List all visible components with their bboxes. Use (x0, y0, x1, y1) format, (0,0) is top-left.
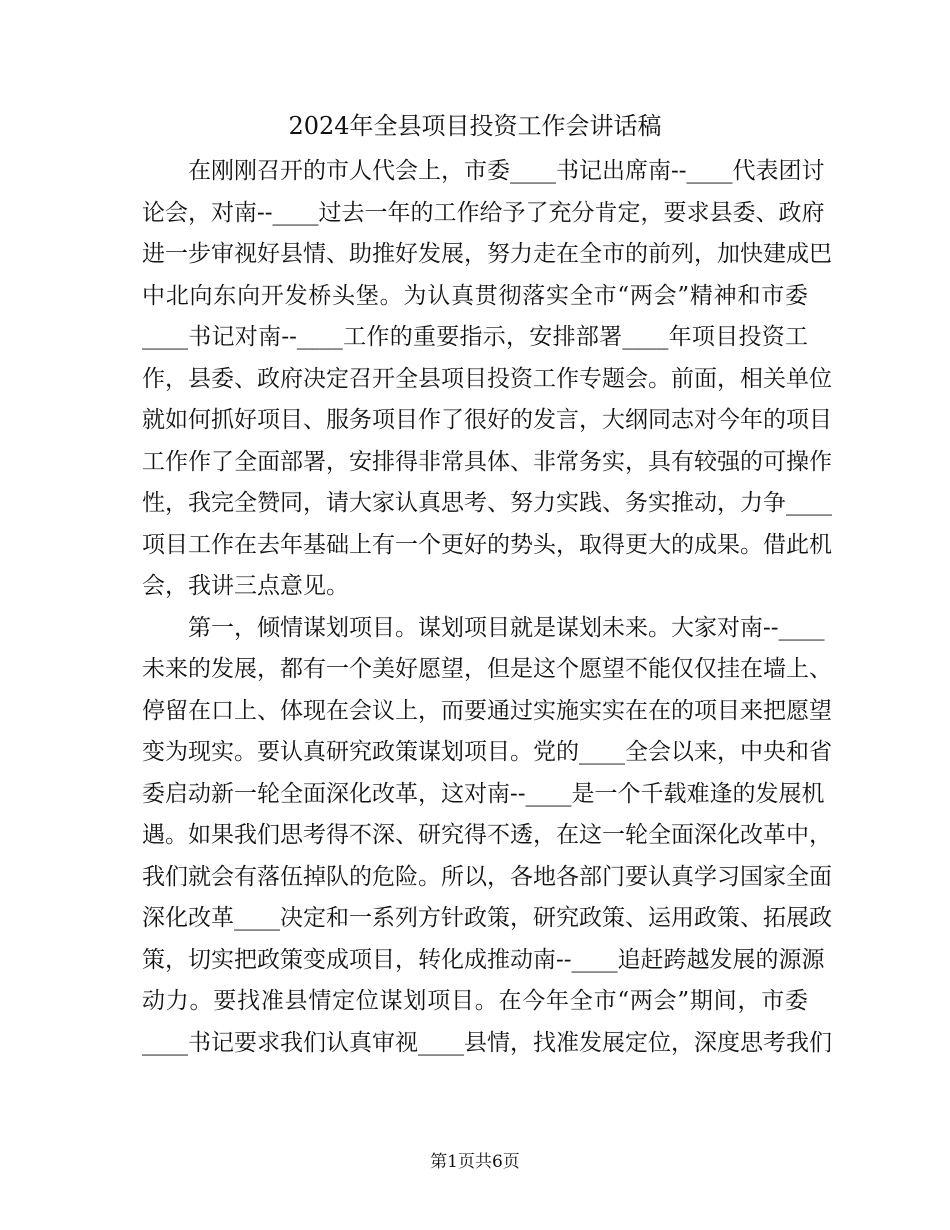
paragraph-line: 动力。要找准县情定位谋划项目。在今年全市“两会”期间，市委 (142, 988, 808, 1014)
paragraph-line: 未来的发展，都有一个美好愿望，但是这个愿望不能仅仅挂在墙上、 (142, 656, 832, 682)
paragraph-line: 委启动新一轮全面深化改革，这对南--____是一个千载难逢的发展机 (142, 780, 825, 807)
paragraph-line: 论会，对南--____过去一年的工作给予了充分肯定，要求县委、政府 (142, 199, 825, 226)
paragraph-line: 工作作了全面部署，安排得非常具体、非常务实，具有较强的可操作 (142, 448, 832, 475)
document-body (142, 151, 832, 1064)
paragraph-line: 第一，倾情谋划项目。谋划项目就是谋划未来。大家对南--____ (188, 614, 825, 641)
paragraph-line: 作，县委、政府决定召开全县项目投资工作专题会。前面，相关单位 (142, 365, 832, 392)
document-title: 2024年全县项目投资工作会讲话稿 (288, 112, 662, 140)
paragraph-line: ____书记要求我们认真审视____县情，找准发展定位，深度思考我们 (142, 1029, 832, 1056)
paragraph-line: 中北向东向开发桥头堡。为认真贯彻落实全市“两会”精神和市委 (142, 282, 808, 309)
paragraph-line: 策，切实把政策变成项目，转化成推动南--____追赶跨越发展的源源 (142, 946, 825, 973)
paragraph-line: 停留在口上、体现在会议上，而要通过实施实实在在的项目来把愿望 (142, 697, 832, 724)
paragraph-line: 性，我完全赞同，请大家认真思考、努力实践、务实推动，力争____ (142, 490, 832, 516)
paragraph-line: 深化改革____决定和一系列方针政策，研究政策、运用政策、拓展政 (142, 905, 832, 931)
paragraph-line: 我们就会有落伍掉队的危险。所以，各地各部门要认真学习国家全面 (142, 863, 832, 890)
paragraph-line: ____书记对南--____工作的重要指示，安排部署____年项目投资工 (142, 324, 808, 350)
paragraph-line: 项目工作在去年基础上有一个更好的势头，取得更大的成果。借此机 (142, 531, 832, 558)
paragraph-line: 就如何抓好项目、服务项目作了很好的发言，大纲同志对今年的项目 (142, 407, 832, 433)
paragraph-line: 进一步审视好县情、助推好发展，努力走在全市的前列，加快建成巴 (142, 241, 832, 267)
paragraph-line: 遇。如果我们思考得不深、研究得不透，在这一轮全面深化改革中， (142, 822, 832, 848)
paragraph-line: 变为现实。要认真研究政策谋划项目。党的____全会以来，中央和省 (142, 739, 832, 765)
page-number: 第1页共6页 (430, 1152, 520, 1172)
paragraph-2 (142, 608, 832, 1065)
paragraph-line: 在刚刚召开的市人代会上，市委____书记出席南--____代表团讨 (188, 158, 825, 184)
paragraph-1 (142, 151, 832, 608)
paragraph-line: 会，我讲三点意见。 (142, 573, 349, 599)
